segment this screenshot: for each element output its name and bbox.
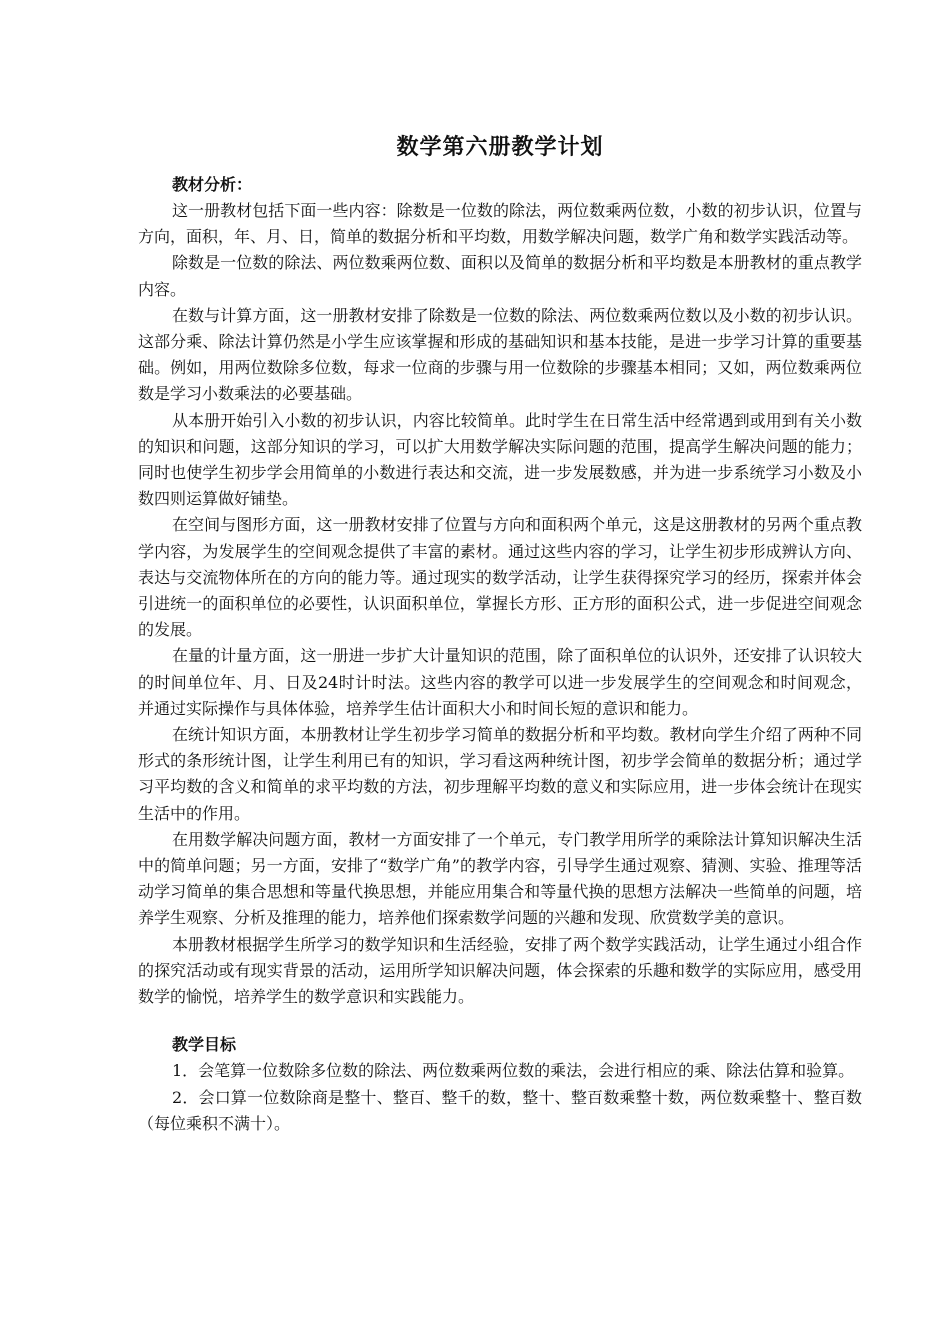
paragraph: 在空间与图形方面，这一册教材安排了位置与方向和面积两个单元，这是这册教材的另两个重点教学内容，为发展学生的空间观念提供了丰富的素材。通过这些内容的学习，让学生初步形成辨认方向、表达与交流物体所在的方向的能力等。通过现实的数学活动，让学生获得探究学习的经历，探索并体会引进统一的面积单位的必要性，认识面积单位，掌握长方形、正方形的面积公式，进一步促进空间观念的发展。 bbox=[138, 515, 862, 640]
document-title: 数学第六册教学计划 bbox=[396, 135, 604, 160]
paragraph: 从本册开始引入小数的初步认识，内容比较简单。此时学生在日常生活中经常遇到或用到有关小数的知识和问题，这部分知识的学习，可以扩大用数学解决实际问题的范围，提高学生解决问题的能力；同时也使学生初步学会用简单的小数进行表达和交流，进一步发展数感，并为进一步系统学习小数及小数四则运算做好铺垫。 bbox=[138, 410, 862, 509]
paragraph: 本册教材根据学生所学习的数学知识和生活经验，安排了两个数学实践活动，让学生通过小组合作的探究活动或有现实背景的活动，运用所学知识解决问题，体会探索的乐趣和数学的实际应用，感受用数学的愉悦，培养学生的数学意识和实践能力。 bbox=[138, 934, 862, 1007]
section-textbook-analysis bbox=[138, 172, 862, 1010]
section-heading: 教材分析： bbox=[172, 175, 253, 194]
section-heading: 教学目标 bbox=[172, 1035, 237, 1055]
paragraph: 在用数学解决问题方面，教材一方面安排了一个单元，专门教学用所学的乘除法计算知识解决生活中的简单问题；另一方面，安排了“数学广角”的教学内容，引导学生通过观察、猜测、实验、推理等活动学习简单的集合思想和等量代换思想，并能应用集合和等量代换的思想方法解决一些简单的问题，培养学生观察、分析及推理的能力，培养他们探索数学问题的兴趣和发现、欣赏数学美的意识。 bbox=[138, 829, 862, 928]
section-spacer bbox=[138, 1010, 862, 1032]
paragraph: 在量的计量方面，这一册进一步扩大计量知识的范围，除了面积单位的认识外，还安排了认识较大的时间单位年、月、日及24时计时法。这些内容的教学可以进一步发展学生的空间观念和时间观念，并通过实际操作与具体体验，培养学生估计面积大小和时间长短的意识和能力。 bbox=[138, 646, 862, 718]
document-page bbox=[138, 128, 862, 1137]
section-teaching-goals bbox=[138, 1032, 862, 1137]
paragraph: 除数是一位数的除法、两位数乘两位数、面积以及简单的数据分析和平均数是本册教材的重点教学内容。 bbox=[138, 253, 862, 299]
paragraph: 这一册教材包括下面一些内容：除数是一位数的除法，两位数乘两位数，小数的初步认识，位置与方向，面积，年、月、日，简单的数据分析和平均数，用数学解决问题，数学广角和数学实践活动等。 bbox=[138, 201, 862, 247]
paragraph: 2．会口算一位数除商是整十、整百、整千的数，整十、整百数乘整十数，两位数乘整十、整百数（每位乘积不满十）。 bbox=[138, 1087, 862, 1133]
paragraph: 1．会笔算一位数除多位数的除法、两位数乘两位数的乘法，会进行相应的乘、除法估算和验算。 bbox=[172, 1061, 855, 1081]
paragraph: 在统计知识方面，本册教材让学生初步学习简单的数据分析和平均数。教材向学生介绍了两种不同形式的条形统计图，让学生利用已有的知识，学习看这两种统计图，初步学会简单的数据分析；通过学习平均数的含义和简单的求平均数的方法，初步理解平均数的意义和实际应用，进一步体会统计在现实生活中的作用。 bbox=[138, 725, 862, 823]
paragraph: 在数与计算方面，这一册教材安排了除数是一位数的除法、两位数乘两位数以及小数的初步认识。这部分乘、除法计算仍然是小学生应该掌握和形成的基础知识和基本技能，是进一步学习计算的重要基础。例如，用两位数除多位数，每求一位商的步骤与用一位数除的步骤基本相同；又如，两位数乘两位数是学习小数乘法的必要基础。 bbox=[138, 305, 862, 404]
